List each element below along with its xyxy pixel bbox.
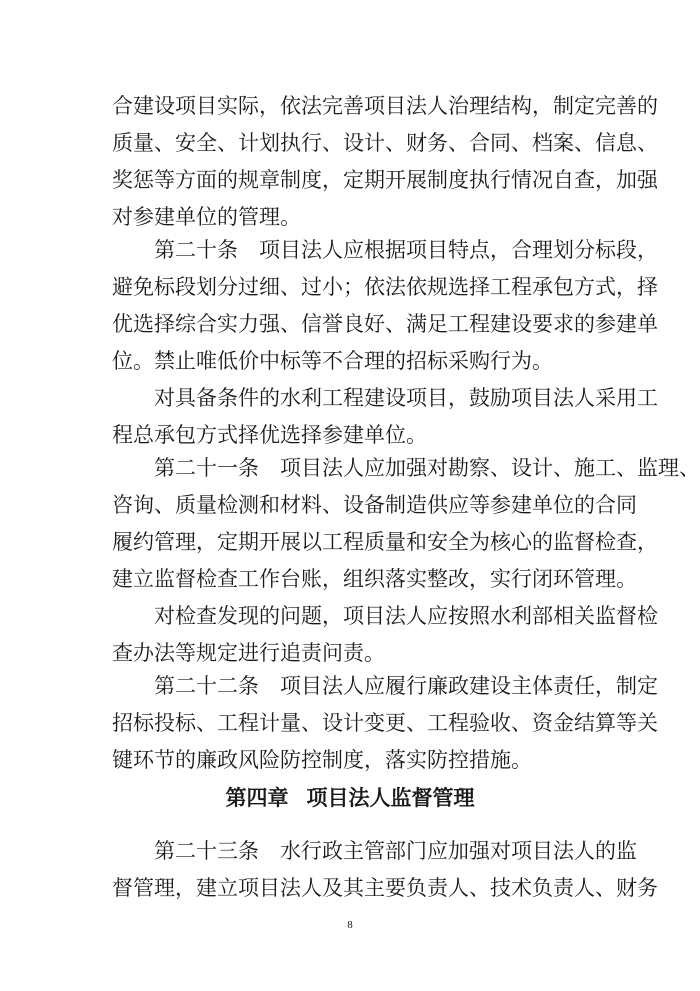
- body-line: 建立监督检查工作台账，组织落实整改，实行闭环管理。: [112, 567, 637, 591]
- body-line: 对检查发现的问题，项目法人应按照水利部相关监督检: [154, 604, 658, 628]
- body-line: 优选择综合实力强、信誉良好、满足工程建设要求的参建单: [112, 312, 658, 336]
- body-line: 位。禁止唯低价中标等不合理的招标采购行为。: [112, 349, 553, 373]
- article-22-text: 项目法人应履行廉政建设主体责任，制定: [280, 674, 658, 698]
- article-23-label: 第二十三条: [154, 839, 259, 863]
- article-20-first-line: [154, 238, 658, 264]
- article-23-first-line: [154, 839, 637, 865]
- body-line: 督管理，建立项目法人及其主要负责人、技术负责人、财务: [112, 876, 658, 900]
- article-23-text: 水行政主管部门应加强对项目法人的监: [280, 839, 637, 863]
- body-line: 避免标段划分过细、过小；依法依规选择工程承包方式，择: [112, 275, 658, 299]
- article-20-label: 第二十条: [154, 238, 238, 262]
- chapter-number: 第四章: [225, 786, 289, 810]
- body-line: 质量、安全、计划执行、设计、财务、合同、档案、信息、: [112, 131, 658, 155]
- body-line: 履约管理，定期开展以工程质量和安全为核心的监督检查，: [112, 530, 658, 554]
- article-20-text: 项目法人应根据项目特点，合理划分标段，: [259, 238, 658, 262]
- article-21-first-line: [154, 456, 700, 482]
- body-line: 奖惩等方面的规章制度，定期开展制度执行情况自查，加强: [112, 168, 658, 192]
- page-number: 8: [347, 919, 353, 931]
- chapter-title: 项目法人监督管理: [306, 786, 475, 810]
- body-line: 程总承包方式择优选择参建单位。: [112, 423, 427, 447]
- body-line: 查办法等规定进行追责问责。: [112, 641, 385, 665]
- article-21-label: 第二十一条: [154, 456, 259, 480]
- body-line: 键环节的廉政风险防控制度，落实防控措施。: [112, 748, 532, 772]
- body-line: 合建设项目实际，依法完善项目法人治理结构，制定完善的: [112, 94, 658, 118]
- body-line: 咨询、质量检测和材料、设备制造供应等参建单位的合同: [112, 493, 637, 517]
- body-line: 对具备条件的水利工程建设项目，鼓励项目法人采用工: [154, 386, 658, 410]
- article-21-text: 项目法人应加强对勘察、设计、施工、监理、: [280, 456, 700, 480]
- article-22-label: 第二十二条: [154, 674, 259, 698]
- body-line: 对参建单位的管理。: [112, 205, 301, 229]
- chapter-heading: [0, 785, 700, 811]
- article-22-first-line: [154, 674, 658, 700]
- body-line: 招标投标、工程计量、设计变更、工程验收、资金结算等关: [112, 711, 658, 735]
